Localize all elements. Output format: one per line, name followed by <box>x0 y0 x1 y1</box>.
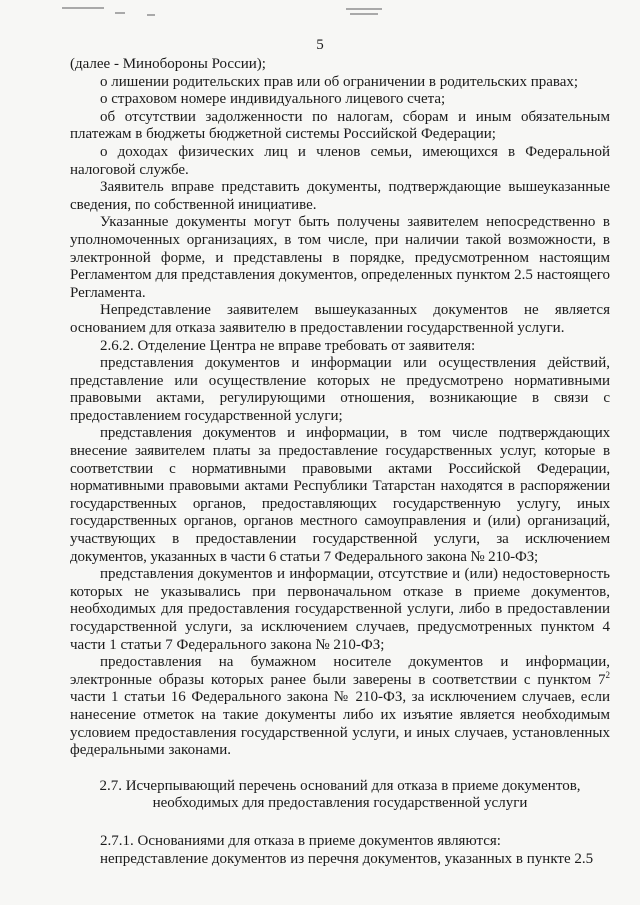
paragraph: представления документов и информации или осуществления действий, представление или осуществление которых не предусмотрено нормативными правовыми актами, регулирующими отношения, возникающие в связи с предоставлением государственной услуги; <box>70 355 610 424</box>
paragraph: 2.7.1. Основаниями для отказа в приеме документов являются: <box>100 832 501 849</box>
paragraph: о доходах физических лиц и членов семьи, имеющихся в Федеральной налоговой службе. <box>70 143 610 178</box>
paragraph-text: части 1 статьи 16 Федерального закона № 210-ФЗ, за исключением случаев, если нанесение отметок на такие документы либо их изъятие является необходимым условием предоставления государственной услуги, и иных случаев, установленных федеральными законами. <box>70 689 610 759</box>
paragraph-text: предоставления на бумажном носителе документов и информации, электронные образы которых ранее были заверены в соответствии с пунктом 7 <box>70 654 610 688</box>
section-heading <box>70 778 610 813</box>
paragraph: непредставление документов из перечня документов, указанных в пункте 2.5 <box>100 850 594 867</box>
paragraph: о лишении родительских прав или об ограничении в родительских правах; <box>100 73 579 90</box>
spacer <box>70 813 610 833</box>
scan-artifacts <box>0 0 640 24</box>
paragraph: о страховом номере индивидуального лицевого счета; <box>100 91 446 108</box>
scan-mark <box>346 8 382 10</box>
paragraph: Заявитель вправе представить документы, подтверждающие вышеуказанные сведения, по собственной инициативе. <box>70 179 610 213</box>
paragraph: (далее - Минобороны России); <box>70 56 266 72</box>
page-number: 5 <box>316 37 324 53</box>
scan-mark <box>62 7 104 9</box>
paragraph: об отсутствии задолженности по налогам, сборам и иным обязательным платежам в бюджеты бюджетной системы Российской Федерации; <box>70 108 610 143</box>
paragraph: представления документов и информации, отсутствие и (или) недостоверность которых не указывались при первоначальном отказе в приеме документов, необходимых для предоставления государственной услуги, либо в предоставлении государственной услуги, за исключением случаев, предусмотренных пунктом 4 части 1 статьи 7 Федерального закона № 210-ФЗ; <box>70 566 610 653</box>
paragraph: Указанные документы могут быть получены заявителем непосредственно в уполномоченных организациях, в том числе, при наличии такой возможности, в электронной форме, и представлены в порядке, предусмотренном настоящим Регламентом для представления документов, определенных пунктом 2.5 настоящего Регламента. <box>70 214 610 301</box>
scan-mark <box>350 13 378 15</box>
heading-line: 2.7. Исчерпывающий перечень оснований для отказа в приеме документов, <box>99 777 581 794</box>
paragraph: Непредставление заявителем вышеуказанных документов не является основанием для отказа заявителю в предоставлении государственной услуги. <box>70 302 610 336</box>
paragraph: 2.6.2. Отделение Центра не вправе требовать от заявителя: <box>100 337 476 354</box>
paragraph: представления документов и информации, в том числе подтверждающих внесение заявителем платы за предоставление государственных услуг, которые в соответствии с нормативными правовыми актами Российской Федерации, нормативными правовыми актами Республики Татарстан находятся в распоряжении государственных органов, предоставляющих государственную услугу, иных государственных органов, органов местного самоуправления и (или) организаций, участвующих в предоставлении государственной услуги, за исключением документов, указанных в части 6 статьи 7 Федерального закона № 210-ФЗ; <box>70 425 610 565</box>
superscript: 2 <box>605 669 610 680</box>
scan-mark <box>147 14 155 16</box>
paragraph <box>70 654 610 760</box>
heading-line: необходимых для предоставления государственной услуги <box>152 795 528 812</box>
scan-mark <box>115 12 125 14</box>
document-body <box>70 56 610 868</box>
